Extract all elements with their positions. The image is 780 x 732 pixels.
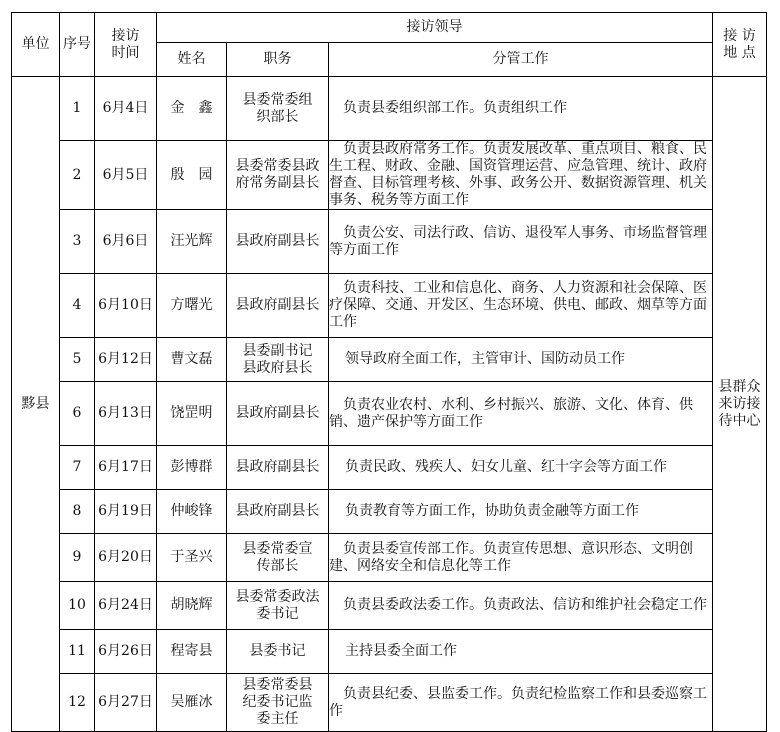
header-duties: 分管工作 <box>329 43 713 77</box>
table-row <box>12 141 767 210</box>
duty-cell: 负责县委组织部工作。负责组织工作 <box>329 77 713 141</box>
header-unit: 单位 <box>12 13 60 77</box>
table-row <box>12 582 767 630</box>
name-cell: 彭博群 <box>157 446 227 490</box>
table-row <box>12 210 767 274</box>
header-seq: 序号 <box>60 13 95 77</box>
position-cell: 县委常委政法委书记 <box>227 582 329 630</box>
header-leaders: 接访领导 <box>157 13 713 43</box>
seq-cell: 5 <box>60 338 95 382</box>
name-cell: 殷 园 <box>157 141 227 210</box>
table-row <box>12 490 767 534</box>
header-name: 姓名 <box>157 43 227 77</box>
table-row <box>12 534 767 582</box>
seq-cell: 3 <box>60 210 95 274</box>
seq-cell: 9 <box>60 534 95 582</box>
duty-cell: 负责公安、司法行政、信访、退役军人事务、市场监督管理等方面工作 <box>329 210 713 274</box>
table-row <box>12 630 767 674</box>
position-cell: 县政府副县长 <box>227 490 329 534</box>
name-cell: 方曙光 <box>157 274 227 338</box>
seq-cell: 8 <box>60 490 95 534</box>
position-cell: 县政府副县长 <box>227 382 329 446</box>
name-cell: 曹文磊 <box>157 338 227 382</box>
header-time: 接访时间 <box>95 13 157 77</box>
seq-cell: 2 <box>60 141 95 210</box>
position-cell: 县委常委宣传部长 <box>227 534 329 582</box>
position-cell: 县委常委组织部长 <box>227 77 329 141</box>
location-cell: 县群众来访接待中心 <box>713 77 767 732</box>
seq-cell: 12 <box>60 674 95 732</box>
name-cell: 胡晓辉 <box>157 582 227 630</box>
table-row <box>12 674 767 732</box>
name-cell: 仲峻锋 <box>157 490 227 534</box>
table-row <box>12 77 767 141</box>
unit-cell: 黟县 <box>12 77 60 732</box>
date-cell: 6月19日 <box>95 490 157 534</box>
position-cell: 县委书记 <box>227 630 329 674</box>
position-cell: 县政府副县长 <box>227 446 329 490</box>
table-body <box>12 77 767 732</box>
date-cell: 6月10日 <box>95 274 157 338</box>
table-row <box>12 274 767 338</box>
header-location: 接 访 地 点 <box>713 13 767 77</box>
table-row <box>12 382 767 446</box>
seq-cell: 1 <box>60 77 95 141</box>
date-cell: 6月17日 <box>95 446 157 490</box>
duty-cell: 主持县委全面工作 <box>329 630 713 674</box>
name-cell: 汪光辉 <box>157 210 227 274</box>
name-cell: 吴雁冰 <box>157 674 227 732</box>
duty-cell: 负责县纪委、县监委工作。负责纪检监察工作和县委巡察工作 <box>329 674 713 732</box>
date-cell: 6月12日 <box>95 338 157 382</box>
seq-cell: 6 <box>60 382 95 446</box>
name-cell: 程寄县 <box>157 630 227 674</box>
header-position: 职务 <box>227 43 329 77</box>
date-cell: 6月26日 <box>95 630 157 674</box>
date-cell: 6月20日 <box>95 534 157 582</box>
duty-cell: 负责农业农村、水利、乡村振兴、旅游、文化、体育、供销、遗产保护等方面工作 <box>329 382 713 446</box>
duty-cell: 负责科技、工业和信息化、商务、人力资源和社会保障、医疗保障、交通、开发区、生态环境、供电、邮政、烟草等方面工作 <box>329 274 713 338</box>
date-cell: 6月13日 <box>95 382 157 446</box>
reception-schedule-table <box>11 12 767 732</box>
seq-cell: 10 <box>60 582 95 630</box>
name-cell: 饶罡明 <box>157 382 227 446</box>
seq-cell: 7 <box>60 446 95 490</box>
seq-cell: 11 <box>60 630 95 674</box>
duty-cell: 领导政府全面工作，主管审计、国防动员工作 <box>329 338 713 382</box>
duty-cell: 负责县委宣传部工作。负责宣传思想、意识形态、文明创建、网络安全和信息化等工作 <box>329 534 713 582</box>
name-cell: 金 鑫 <box>157 77 227 141</box>
table-row <box>12 446 767 490</box>
position-cell: 县政府副县长 <box>227 274 329 338</box>
duty-cell: 负责县政府常务工作。负责发展改革、重点项目、粮食、民生工程、财政、金融、国资管理运营、应急管理、统计、政府督查、目标管理考核、外事、政务公开、数据资源管理、机关事务、税务等方面工作 <box>329 141 713 210</box>
date-cell: 6月5日 <box>95 141 157 210</box>
name-cell: 于圣兴 <box>157 534 227 582</box>
duty-cell: 负责县委政法委工作。负责政法、信访和维护社会稳定工作 <box>329 582 713 630</box>
position-cell: 县委副书记县政府县长 <box>227 338 329 382</box>
position-cell: 县委常委县纪委书记监委主任 <box>227 674 329 732</box>
seq-cell: 4 <box>60 274 95 338</box>
date-cell: 6月27日 <box>95 674 157 732</box>
date-cell: 6月6日 <box>95 210 157 274</box>
position-cell: 县政府副县长 <box>227 210 329 274</box>
position-cell: 县委常委县政府常务副县长 <box>227 141 329 210</box>
duty-cell: 负责教育等方面工作，协助负责金融等方面工作 <box>329 490 713 534</box>
date-cell: 6月24日 <box>95 582 157 630</box>
date-cell: 6月4日 <box>95 77 157 141</box>
duty-cell: 负责民政、残疾人、妇女儿童、红十字会等方面工作 <box>329 446 713 490</box>
table-row <box>12 338 767 382</box>
